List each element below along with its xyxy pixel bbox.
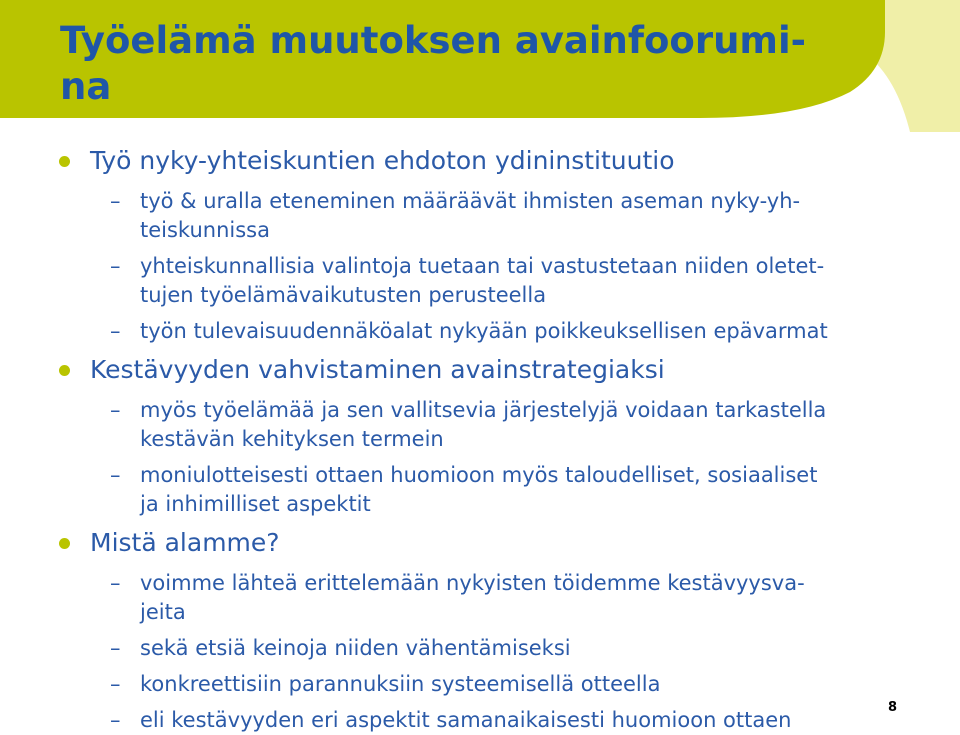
- dash-marker: –: [110, 254, 121, 278]
- bullet-3-text: Mistä alamme?: [90, 528, 280, 557]
- sub-bullet-text: myös työelämää ja sen vallitsevia järjestelyjä voidaan tarkastella kestävän kehityksen termein: [140, 398, 827, 451]
- sub-bullet: [0, 569, 960, 627]
- sub-bullet-text: sekä etsiä keinoja niiden vähentämiseksi: [140, 636, 571, 660]
- sub-bullet-text: eli kestävyyden eri aspektit samanaikaisesti huomioon ottaen: [140, 708, 792, 732]
- dash-marker: –: [110, 398, 121, 422]
- sub-bullet: [0, 670, 960, 699]
- sub-bullet-text: työ & uralla eteneminen määräävät ihmisten aseman nyky-yh- teiskunnissa: [140, 189, 801, 242]
- bullet-dot: [59, 365, 70, 376]
- bullet-1-text: Työ nyky-yhteiskuntien ehdoton ydininstituutio: [90, 146, 675, 175]
- sub-bullet-text: työn tulevaisuudennäköalat nykyään poikkeuksellisen epävarmat: [140, 319, 828, 343]
- bullet-3: [0, 526, 960, 560]
- sub-bullet: [0, 706, 960, 735]
- bullet-dot: [59, 156, 70, 167]
- dash-marker: –: [110, 189, 121, 213]
- dash-marker: –: [110, 319, 121, 343]
- slide-content: [0, 144, 960, 735]
- bullet-1: [0, 144, 960, 178]
- sub-bullet: [0, 634, 960, 663]
- sub-bullet-text: moniulotteisesti ottaen huomioon myös taloudelliset, sosiaaliset ja inhimilliset aspektit: [140, 463, 818, 516]
- dash-marker: –: [110, 672, 121, 696]
- bullet-2: [0, 353, 960, 387]
- page-number: 8: [888, 700, 898, 715]
- sub-bullet: [0, 187, 960, 245]
- bullet-2-text: Kestävyyden vahvistaminen avainstrategiaksi: [90, 355, 665, 384]
- sub-bullet: [0, 461, 960, 519]
- sub-bullet-text: yhteiskunnallisia valintoja tuetaan tai vastustetaan niiden oletet- tujen työelämävaikutusten perusteella: [140, 254, 825, 307]
- sub-bullet-text: voimme lähteä erittelemään nykyisten töidemme kestävyysva- jeita: [140, 571, 805, 624]
- sub-bullet: [0, 317, 960, 346]
- bullet-dot: [59, 538, 70, 549]
- slide-title: Työelämä muutoksen avainfoorumi- na: [60, 19, 807, 108]
- sub-bullet-text: konkreettisiin parannuksiin systeemisellä otteella: [140, 672, 661, 696]
- dash-marker: –: [110, 636, 121, 660]
- dash-marker: –: [110, 708, 121, 732]
- dash-marker: –: [110, 463, 121, 487]
- dash-marker: –: [110, 571, 121, 595]
- sub-bullet: [0, 396, 960, 454]
- sub-bullet: [0, 252, 960, 310]
